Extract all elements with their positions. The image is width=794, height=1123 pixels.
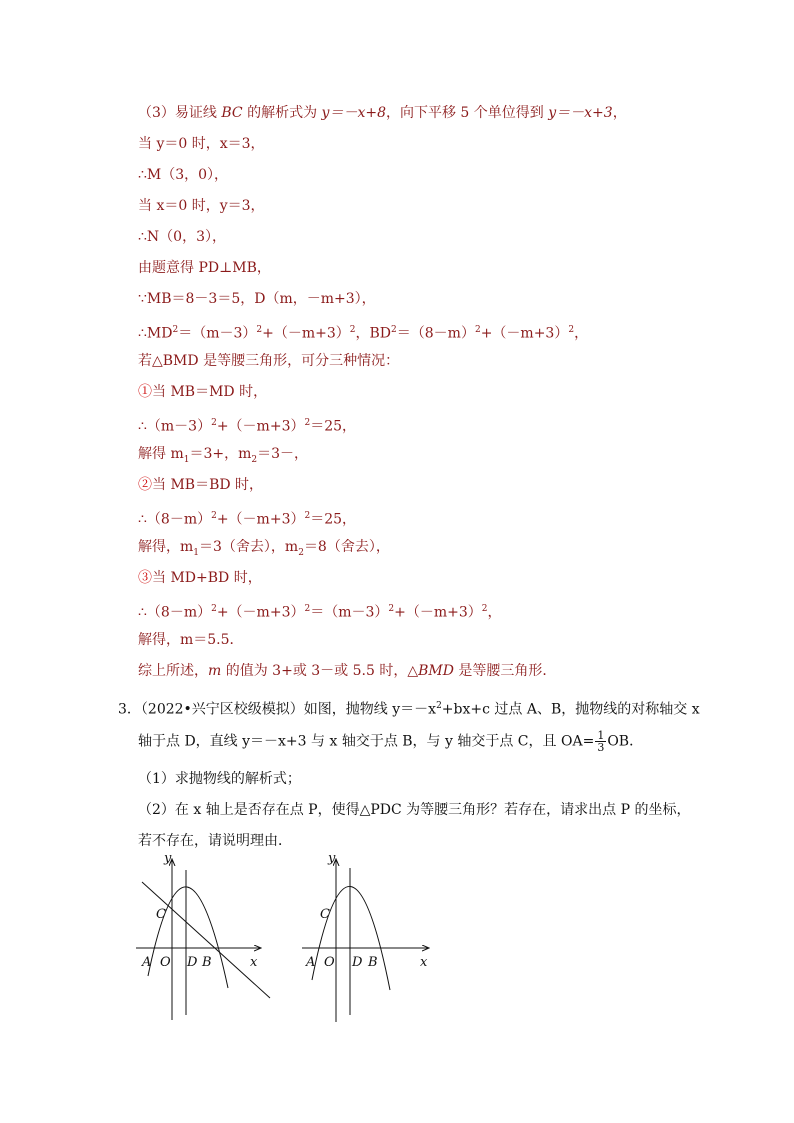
solution-conclusion: 综上所述，m 的值为 3+或 3－或 5.5 时，△BMD 是等腰三角形． [138,663,557,679]
label-C: C [156,907,166,922]
label-D: D [187,955,198,970]
figure-1-parabola-with-line [130,850,280,1025]
label-D: D [352,955,363,970]
problem-3-statement: 3．（2022•兴宁区校级模拟）如图，抛物线 $y=-x^2+bx+c$ 过点 A、B，抛物线的对称轴交 x [118,701,700,718]
parabola [312,886,390,990]
solution-line-17: $\therefore(8-m)^2+(-m+3)^2=(m-3)^2+(-m+3)^2$， [138,604,502,621]
solution-line-11: $\therefore(m-3)^2+(-m+3)^2=25$， [138,418,357,435]
label-B: B [202,955,212,970]
solution-line-12: 解得 $m_1=3+$，$m_2=3-$， [138,446,309,465]
label-C: C [320,907,330,922]
solution-line-15: 解得，$m_1=3$（舍去），$m_2=8$（舍去）， [138,539,390,558]
figure-2-parabola [298,850,438,1025]
label-y: y [164,851,172,866]
label-A: A [306,955,316,970]
label-A: A [142,955,152,970]
case-2-heading: ②当 MB＝BD 时， [138,477,264,493]
label-x: x [250,955,258,970]
label-y: y [328,851,336,866]
line-y-eq-neg-x-plus-3 [142,882,270,998]
solution-line-9: 若△BMD 是等腰三角形，可分三种情况： [138,353,400,369]
question-1: （1）求抛物线的解析式； [138,771,301,787]
solution-line-4: 当 x＝0 时，y＝3， [138,198,265,214]
solution-line-7: ∵MB＝8－3＝5，D（m，－m+3）， [138,291,376,307]
parabola [148,887,228,988]
solution-line-8: $\therefore MD^2=(m-3)^2+(-m+3)^2$，$BD^2=(8-m)^2+(-m+3)^2$， [138,325,589,342]
question-2: （2）在 x 轴上是否存在点 P，使得△PDC 为等腰三角形？若存在，请求出点 P 的坐标， [138,802,691,818]
case-3-heading: ③当 MD+BD 时， [138,570,262,586]
case-1-heading: ①当 MB＝MD 时， [138,384,268,400]
label-x: x [420,955,428,970]
solution-line-3: ∴M（3，0）， [138,167,229,183]
label-O: O [160,955,171,970]
fraction-one-third: $\frac{1}{3}$ [597,729,605,754]
label-B: B [368,955,378,970]
problem-3-line-2: 轴于点 D，直线 y＝－x+3 与 x 轴交于点 B，与 y 轴交于点 C，且 OA= $\frac{1}{3}$ OB． [138,729,644,754]
solution-line-6: 由题意得 PD⊥MB， [138,260,271,276]
solution-line-14: $\therefore(8-m)^2+(-m+3)^2=25$， [138,511,357,528]
question-2-cont: 若不存在，请说明理由． [138,833,292,849]
solution-line-2: 当 y＝0 时，x＝3， [138,136,265,152]
solution-line-18: 解得，m＝5.5． [138,632,244,648]
label-O: O [324,955,335,970]
solution-line-5: ∴N（0，3）， [138,229,226,245]
solution-line-1: （3）易证线 BC 的解析式为 y＝－x+8，向下平移 5 个单位得到 y＝－x+3， [138,105,627,121]
